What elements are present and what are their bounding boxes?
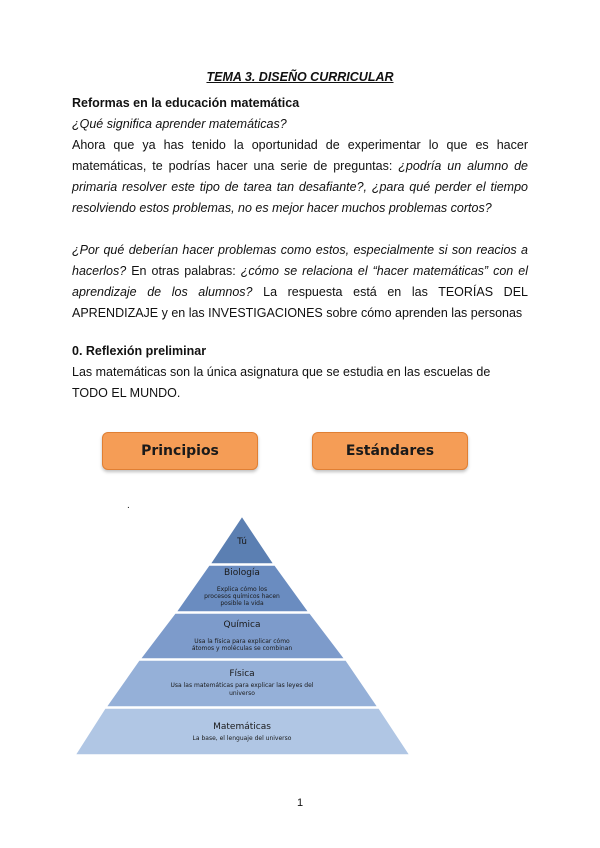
pyramid-desc-fisica-2: universo [229, 690, 255, 697]
section-heading-reflexion: 0. Reflexión preliminar [72, 344, 207, 358]
pyramid-title-quimica: Química [223, 620, 261, 630]
paragraph-2-plain-2: La respuesta está en las TEORÍAS DEL APRENDIZAJE y en las INVESTIGACIONES sobre cómo aprenden las personas [72, 285, 528, 320]
stray-dot: . [127, 500, 130, 511]
knowledge-pyramid [70, 512, 415, 757]
reflexion-text: Las matemáticas son la única asignatura que se estudia en las escuelas de TODO EL MUNDO. [72, 365, 491, 400]
question-line: ¿Qué significa aprender matemáticas? [72, 117, 287, 131]
pyramid-desc-quimica-1: Usa la física para explicar cómo [194, 638, 290, 645]
paragraph-1 [72, 135, 528, 219]
pyramid-title-tu: Tú [237, 537, 247, 547]
section-reformas [72, 93, 528, 324]
paragraph-1-italic: ¿podría un alumno de primaria resolver este tipo de tarea tan desafiante?, ¿para qué perder el tiempo resolviendo estos problemas, no es mejor hacer muchos problemas cortos? [72, 159, 529, 215]
pyramid-title-fisica: Física [229, 669, 255, 679]
document-title: TEMA 3. DISEÑO CURRICULAR [206, 70, 394, 84]
page-number: 1 [296, 797, 304, 809]
section-heading-reformas: Reformas en la educación matemática [72, 96, 300, 110]
principios-box: Principios [102, 432, 258, 470]
paragraph-2-plain-1: En otras palabras: [126, 264, 241, 278]
pyramid-desc-quimica-2: átomos y moléculas se combinan [191, 645, 293, 652]
estandares-box: Estándares [312, 432, 468, 470]
paragraph-2-italic-2: ¿cómo se relaciona el “hacer matemáticas” con el aprendizaje de los alumnos? [72, 264, 528, 299]
paragraph-2 [72, 240, 528, 324]
pyramid-desc-matematicas-1: La base, el lenguaje del universo [192, 735, 292, 742]
pyramid-desc-biologia-3: posible la vida [220, 600, 264, 607]
pyramid-desc-biologia-2: procesos químicos hacen [204, 593, 280, 600]
paragraph-2-italic-1: ¿Por qué deberían hacer problemas como estos, especialmente si son reacios a hacerlos? [72, 243, 528, 278]
pyramid-desc-fisica-1: Usa las matemáticas para explicar las leyes del [170, 682, 314, 689]
pyramid-desc-biologia-1: Explica cómo los [216, 586, 268, 593]
pyramid-title-biologia: Biología [224, 568, 260, 578]
paragraph-1-plain: Ahora que ya has tenido la oportunidad de experimentar lo que es hacer matemáticas, te podrías hacer una serie de preguntas: [72, 138, 528, 173]
section-reflexion [72, 341, 528, 404]
pyramid-title-matematicas: Matemáticas [213, 722, 271, 732]
